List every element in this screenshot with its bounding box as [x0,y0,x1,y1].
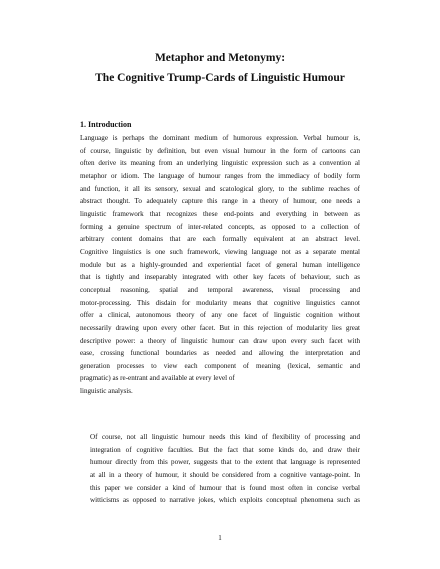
paragraph-line: linguistic analysis. [80,387,133,396]
paragraph-line: metaphor or idiom. The language of humour ranges from the immediacy of bodily form [80,171,360,180]
paragraph-line: abstract thought. To adequately capture this range in a theory of humour, one needs a [80,197,360,206]
paragraph-line: motor-processing. This disdain for modularity means that cognitive linguistics cannot [80,298,360,307]
paragraph-line: integration of cognitive faculties. But the fact that some kinds do, and draw their [90,445,360,454]
paper-title-line2: The Cognitive Trump-Cards of Linguistic Humour [95,72,345,84]
paragraph-line: this paper we consider a kind of humour that is found most often in concise verbal [90,483,360,492]
page-number: 1 [218,534,222,542]
section-heading: 1. Introduction [80,120,132,129]
paragraph-line: conceptual reasoning, spatial and temporal awareness, visual processing and [80,285,360,294]
paragraph-line: Language is perhaps the dominant medium of humorous expression. Verbal humour is, [80,134,360,142]
paragraph-line: at all in a theory of humour, it should be considered from a cognitive vantage-point. In [90,470,360,479]
paper-title-line1: Metaphor and Metonymy: [154,52,286,64]
paragraph-line: humour directly from this power, suggests that to the extent that language is represented [90,458,360,467]
paragraph-line: and function, it all its sensory, sexual and scatological glory, to the sublime reaches of [80,184,360,193]
paragraph-line: pragmatic) as re-entrant and available at every level of [80,374,235,383]
paragraph-line: necessarily drawing upon every other facet. But in this rejection of modularity lies great [80,323,360,332]
paragraph-2 [80,431,360,507]
paragraph-1 [80,132,360,398]
paragraph-line: witticisms as opposed to narrative jokes, which exploits conceptual phenomena such as [90,496,360,505]
paragraph-line: Of course, not all linguistic humour needs this kind of flexibility of processing and [90,433,360,441]
paragraph-line: offer a clinical, autonomous theory of any one facet of linguistic cognition without [80,311,360,320]
paragraph-line: linguistic framework that recognizes these end-points and everything in between as [80,209,360,218]
paragraph-line: often derive its meaning from an underlying linguistic expression such as a convention al [80,159,360,168]
paragraph-line: arbitrary content domains that are each formally equivalent at an abstract level. [80,235,360,244]
paragraph-line: ease, crossing functional boundaries as needed and allowing the interpretation and [80,349,360,358]
paragraph-line: forming a genuine spectrum of inter-related concepts, as opposed to a collection of [80,222,360,231]
paragraph-line: generation processes to view each component of meaning (lexical, semantic and [80,361,360,370]
paragraph-line: descriptive power: a theory of linguistic humour can draw upon every such facet with [80,336,360,345]
paragraph-line: of course, linguistic by definition, but even visual humour in the form of cartoons can [80,146,360,155]
paragraph-line: module but as a highly-grounded and experiential facet of general human intelligence [80,260,360,269]
paragraph-line: that is tightly and inseparably integrated with other key facets of behaviour, such as [80,273,360,282]
paragraph-line: Cognitive linguistics is one such framework, viewing language not as a separate mental [80,247,360,256]
